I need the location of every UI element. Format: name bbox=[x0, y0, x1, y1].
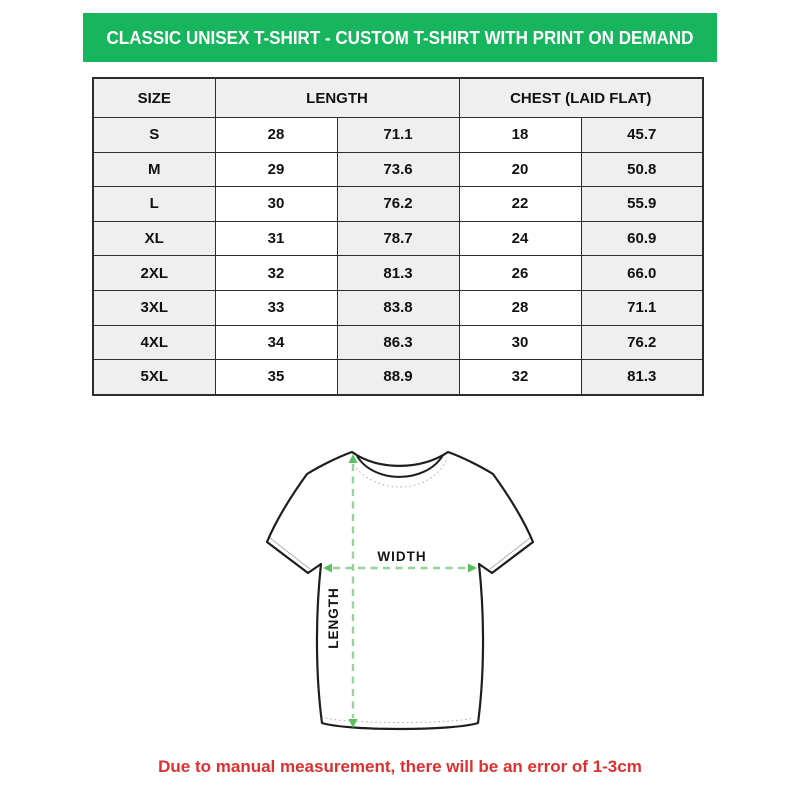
size-cell: XL bbox=[93, 221, 215, 256]
width-label: WIDTH bbox=[377, 549, 427, 564]
chest-in-cell: 22 bbox=[459, 187, 581, 222]
table-row bbox=[93, 152, 703, 187]
chest-in-cell: 24 bbox=[459, 221, 581, 256]
chest-cm-cell: 81.3 bbox=[581, 360, 703, 395]
chest-in-cell: 30 bbox=[459, 325, 581, 360]
length-cm-cell: 76.2 bbox=[337, 187, 459, 222]
chest-cm-cell: 71.1 bbox=[581, 290, 703, 325]
length-in-cell: 33 bbox=[215, 290, 337, 325]
length-label: LENGTH bbox=[326, 587, 341, 649]
table-row bbox=[93, 256, 703, 291]
chest-in-cell: 18 bbox=[459, 118, 581, 153]
length-in-cell: 28 bbox=[215, 118, 337, 153]
chest-cm-cell: 50.8 bbox=[581, 152, 703, 187]
tshirt-outline bbox=[267, 452, 533, 729]
table-header-row bbox=[93, 78, 703, 118]
length-cm-cell: 78.7 bbox=[337, 221, 459, 256]
page-title: CLASSIC UNISEX T-SHIRT - CUSTOM T-SHIRT WITH PRINT ON DEMAND bbox=[106, 26, 694, 48]
size-table-container bbox=[92, 77, 704, 396]
length-cm-cell: 73.6 bbox=[337, 152, 459, 187]
size-cell: 2XL bbox=[93, 256, 215, 291]
length-cm-cell: 83.8 bbox=[337, 290, 459, 325]
size-cell: 5XL bbox=[93, 360, 215, 395]
size-cell: L bbox=[93, 187, 215, 222]
chest-in-cell: 28 bbox=[459, 290, 581, 325]
length-in-cell: 29 bbox=[215, 152, 337, 187]
length-in-cell: 32 bbox=[215, 256, 337, 291]
size-cell: S bbox=[93, 118, 215, 153]
chest-cm-cell: 45.7 bbox=[581, 118, 703, 153]
length-cm-cell: 88.9 bbox=[337, 360, 459, 395]
tshirt-diagram bbox=[250, 430, 550, 750]
size-cell: M bbox=[93, 152, 215, 187]
measurement-note: Due to manual measurement, there will be an error of 1-3cm bbox=[158, 757, 642, 776]
length-in-cell: 30 bbox=[215, 187, 337, 222]
length-cm-cell: 81.3 bbox=[337, 256, 459, 291]
length-in-cell: 34 bbox=[215, 325, 337, 360]
chest-cm-cell: 55.9 bbox=[581, 187, 703, 222]
table-row bbox=[93, 290, 703, 325]
chest-in-cell: 26 bbox=[459, 256, 581, 291]
size-cell: 4XL bbox=[93, 325, 215, 360]
chest-in-cell: 20 bbox=[459, 152, 581, 187]
chest-in-cell: 32 bbox=[459, 360, 581, 395]
header-chest: CHEST (LAID FLAT) bbox=[459, 78, 703, 118]
table-row bbox=[93, 221, 703, 256]
length-cm-cell: 71.1 bbox=[337, 118, 459, 153]
title-banner bbox=[83, 13, 717, 62]
length-cm-cell: 86.3 bbox=[337, 325, 459, 360]
table-row bbox=[93, 360, 703, 395]
table-row bbox=[93, 187, 703, 222]
table-row bbox=[93, 118, 703, 153]
length-in-cell: 35 bbox=[215, 360, 337, 395]
size-table bbox=[92, 77, 704, 396]
chest-cm-cell: 60.9 bbox=[581, 221, 703, 256]
header-length: LENGTH bbox=[215, 78, 459, 118]
header-size: SIZE bbox=[93, 78, 215, 118]
chest-cm-cell: 76.2 bbox=[581, 325, 703, 360]
table-row bbox=[93, 325, 703, 360]
length-in-cell: 31 bbox=[215, 221, 337, 256]
chest-cm-cell: 66.0 bbox=[581, 256, 703, 291]
size-cell: 3XL bbox=[93, 290, 215, 325]
